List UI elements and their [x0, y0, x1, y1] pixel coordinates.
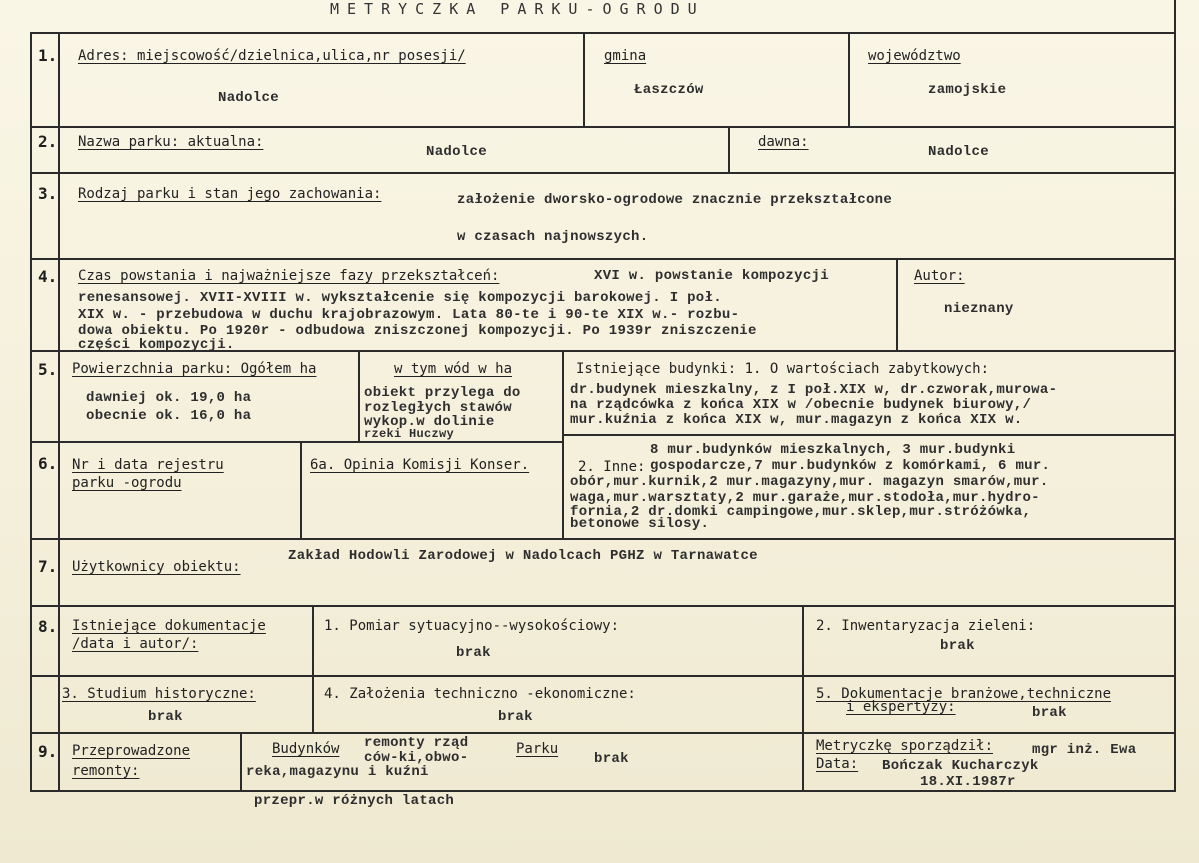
row-number-3: 3. [38, 184, 58, 203]
rule-number-col [58, 32, 60, 792]
rule-r9-b [802, 732, 804, 792]
address-label: Adres: miejscowość/dzielnica,ulica,nr posesji/ [78, 48, 466, 64]
buildings-historic-value-2: na rządcówka z końca XIX w /obecnie budynek biurowy,/ [570, 397, 1032, 413]
rule-r1-a [583, 32, 585, 128]
users-label: Użytkownicy obiektu: [72, 559, 241, 575]
register-label-1: Nr i data rejestru [72, 457, 224, 473]
history-phases-value-2: renesansowej. XVII-XVIII w. wykształcenie się kompozycji barokowej. I poł. [78, 290, 722, 306]
park-type-label: Rodzaj parku i stan jego zachowania: [78, 186, 382, 202]
gmina-label: gmina [604, 48, 647, 64]
repairs-label-2: remonty: [72, 763, 140, 779]
survey-value: brak [456, 645, 491, 661]
rule-3-4 [30, 258, 1176, 260]
repairs-buildings-value-4: przepr.w różnych latach [254, 793, 455, 809]
industry-value: brak [1032, 705, 1067, 721]
author-label: Autor: [914, 268, 965, 284]
buildings-historic-label: Istniejące budynki: 1. O wartościach zabytkowych: [576, 361, 990, 377]
rule-left [30, 32, 32, 792]
row-number-1: 1. [38, 46, 58, 65]
buildings-other-value-1: 8 mur.budynków mieszkalnych, 3 mur.budynki [650, 442, 1016, 458]
tech-label: 4. Założenia techniczno -ekonomiczne: [324, 686, 636, 702]
water-value-2: rozległych stawów [364, 400, 512, 416]
row-number-9: 9. [38, 742, 58, 761]
repairs-park-value: brak [594, 751, 629, 767]
tech-value: brak [498, 709, 533, 725]
water-value-4: rzeki Huczwy [364, 427, 455, 441]
docs-label-1: Istniejące dokumentacje [72, 618, 266, 634]
author-value: nieznany [944, 301, 1014, 317]
buildings-other-value-2: gospodarcze,7 mur.budynków z komórkami, 6 mur. [650, 458, 1051, 474]
repairs-buildings-value-2: ców-ki,obwo- [364, 750, 469, 766]
rule-right [1174, 0, 1176, 792]
row-number-4: 4. [38, 267, 58, 286]
former-name-value: Nadolce [928, 144, 989, 160]
rule-r8-b [802, 605, 804, 734]
buildings-other-value-5: fornia,2 dr.domki campingowe,mur.sklep,mur.stróżówka, [570, 504, 1032, 520]
repairs-buildings-value-1: remonty rząd [364, 735, 469, 751]
water-label: w tym wód w ha [394, 361, 513, 377]
area-label: Powierzchnia parku: Ogółem ha [72, 361, 317, 377]
users-value: Zakład Hodowli Zarodowej w Nadolcach PGHZ w Tarnawatce [288, 548, 758, 564]
repairs-buildings-label: Budynków [272, 741, 340, 757]
row-number-5: 5. [38, 360, 58, 379]
buildings-historic-value-3: mur.kuźnia z końca XIX w, mur.magazyn z końca XIX w. [570, 412, 1023, 428]
repairs-buildings-value-3: reka,magazynu i kuźni [246, 764, 429, 780]
rule-r1-b [848, 32, 850, 128]
rule-r4 [896, 258, 898, 352]
park-type-value-1: założenie dworsko-ogrodowe znacznie przekształcone [457, 192, 893, 208]
row-number-8: 8. [38, 617, 58, 636]
rule-5-6-right [562, 434, 1176, 436]
history-phases-value-4: dowa obiektu. Po 1920r - odbudowa zniszczonej kompozycji. Po 1939r zniszczenie [78, 323, 757, 339]
rule-r8-a [312, 605, 314, 734]
history-study-label: 3. Studium historyczne: [62, 686, 256, 702]
industry-label-2: i ekspertyzy: [846, 699, 956, 715]
history-phases-label: Czas powstania i najważniejsze fazy przekształceń: [78, 268, 500, 284]
history-phases-value-5: części kompozycji. [78, 337, 235, 353]
row-number-6: 6. [38, 454, 58, 473]
rule-r5-a [358, 350, 360, 443]
row-number-2: 2. [38, 132, 58, 151]
water-value-1: obiekt przylega do [364, 385, 521, 401]
rule-8-9 [30, 732, 1176, 734]
buildings-other-label: 2. Inne: [578, 459, 646, 475]
date-value-2: 18.XI.1987r [920, 774, 1016, 790]
wojewodztwo-value: zamojskie [928, 82, 1007, 98]
rule-r5-b [562, 350, 564, 540]
repairs-park-label: Parku [516, 741, 559, 757]
rule-7-8 [30, 605, 1176, 607]
rule-1-2 [30, 126, 1176, 128]
row-number-7: 7. [38, 557, 58, 576]
buildings-other-value-3: obór,mur.kurnik,2 mur.magazyny,mur. magazyn smarów,mur. [570, 474, 1049, 490]
buildings-historic-value-1: dr.budynek mieszkalny, z I poł.XIX w, dr.czworak,murowa- [570, 382, 1058, 398]
prepared-by-label: Metryczkę sporządził: [816, 738, 994, 754]
register-label-2: parku -ogrodu [72, 475, 182, 491]
area-now-value: obecnie ok. 16,0 ha [86, 408, 252, 424]
rule-r2 [728, 126, 730, 174]
buildings-other-value-6: betonowe silosy. [570, 516, 710, 532]
opinion-label: 6a. Opinia Komisji Konser. [310, 457, 530, 473]
rule-2-3 [30, 172, 1176, 174]
rule-r6 [300, 441, 302, 540]
wojewodztwo-label: województwo [868, 48, 961, 64]
park-type-value-2: w czasach najnowszych. [457, 229, 649, 245]
inventory-label: 2. Inwentaryzacja zieleni: [816, 618, 1036, 634]
repairs-label-1: Przeprowadzone [72, 743, 191, 759]
park-name-label: Nazwa parku: aktualna: [78, 134, 264, 150]
history-phases-value-1: XVI w. powstanie kompozycji [594, 268, 829, 284]
history-phases-value-3: XIX w. - przebudowa w duchu krajobrazowym. Lata 80-te i 90-te XIX w.- rozbu- [78, 307, 740, 323]
form-title: METRYCZKA PARKU-OGRODU [330, 0, 705, 18]
date-label: Data: [816, 756, 859, 772]
rule-bottom [30, 790, 1176, 792]
prepared-by-value: mgr inż. Ewa [1032, 742, 1137, 758]
docs-label-2: /data i autor/: [72, 636, 199, 652]
date-value-1: Bończak Kucharczyk [882, 758, 1039, 774]
park-name-value: Nadolce [426, 144, 487, 160]
rule-top [30, 32, 1176, 34]
address-value: Nadolce [218, 90, 279, 106]
gmina-value: Łaszczów [634, 82, 704, 98]
rule-8a-8b [30, 675, 1176, 677]
buildings-other-value-4: waga,mur.warsztaty,2 mur.garaże,mur.stodoła,mur.hydro- [570, 490, 1040, 506]
water-value-3: wykop.w dolinie [364, 414, 495, 430]
former-name-label: dawna: [758, 134, 809, 150]
rule-6-7 [30, 538, 1176, 540]
rule-r9-a [240, 732, 242, 792]
industry-label-1: 5. Dokumentacje branżowe,techniczne [816, 686, 1112, 702]
area-past-value: dawniej ok. 19,0 ha [86, 390, 252, 406]
history-study-value: brak [148, 709, 183, 725]
rule-5-6-left [30, 441, 562, 443]
survey-label: 1. Pomiar sytuacyjno--wysokościowy: [324, 618, 620, 634]
inventory-value: brak [940, 638, 975, 654]
